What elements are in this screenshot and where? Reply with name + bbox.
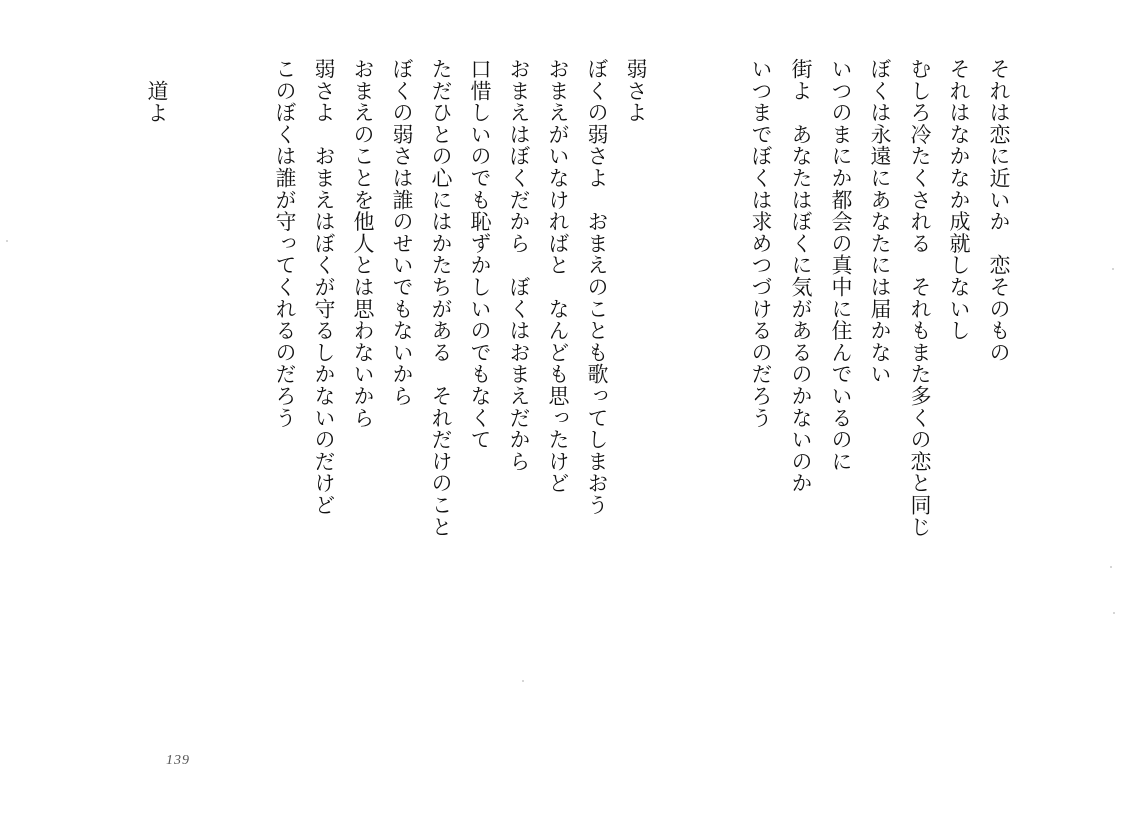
poem-line: 弱さよ おまえはぼくが守るしかないのだけど [312, 58, 336, 516]
poem-line: 道よ [145, 80, 169, 124]
poem-line: ぼくの弱さは誰のせいでもないから [390, 58, 414, 407]
poem-line: ぼくは永遠にあなたには届かない [868, 58, 892, 385]
poem-line: むしろ冷たくされる それもまた多くの恋と同じ [908, 58, 932, 538]
poem-line: ぼくの弱さよ おまえのことも歌ってしまおう [585, 58, 609, 516]
scan-speck [522, 680, 524, 682]
poem-line: ただひとの心にはかたちがある それだけのこと [429, 58, 453, 538]
poem-line: それはなかなか成就しないし [947, 58, 971, 342]
poem-line: 街よ あなたはぼくに気があるのかないのか [789, 58, 813, 494]
poem-line: それは恋に近いか 恋そのもの [987, 58, 1011, 364]
scan-speck [1110, 566, 1112, 568]
poem-line: いつまでぼくは求めつづけるのだろう [749, 58, 773, 429]
poem-line: いつのまにか都会の真中に住んでいるのに [829, 58, 853, 473]
poem-line: 弱さよ [624, 58, 648, 124]
page-number: 139 [166, 753, 190, 768]
scan-speck [6, 240, 8, 242]
scan-speck [1113, 612, 1115, 614]
poem-line: おまえがいなければと なんども思ったけど [546, 58, 570, 494]
poem-line: おまえはぼくだから ぼくはおまえだから [507, 58, 531, 473]
poem-line: このぼくは誰が守ってくれるのだろう [273, 58, 297, 429]
poem-line: 口惜しいのでも恥ずかしいのでもなくて [468, 58, 492, 451]
poem-line: おまえのことを他人とは思わないから [351, 58, 375, 429]
scan-speck [1112, 268, 1114, 270]
